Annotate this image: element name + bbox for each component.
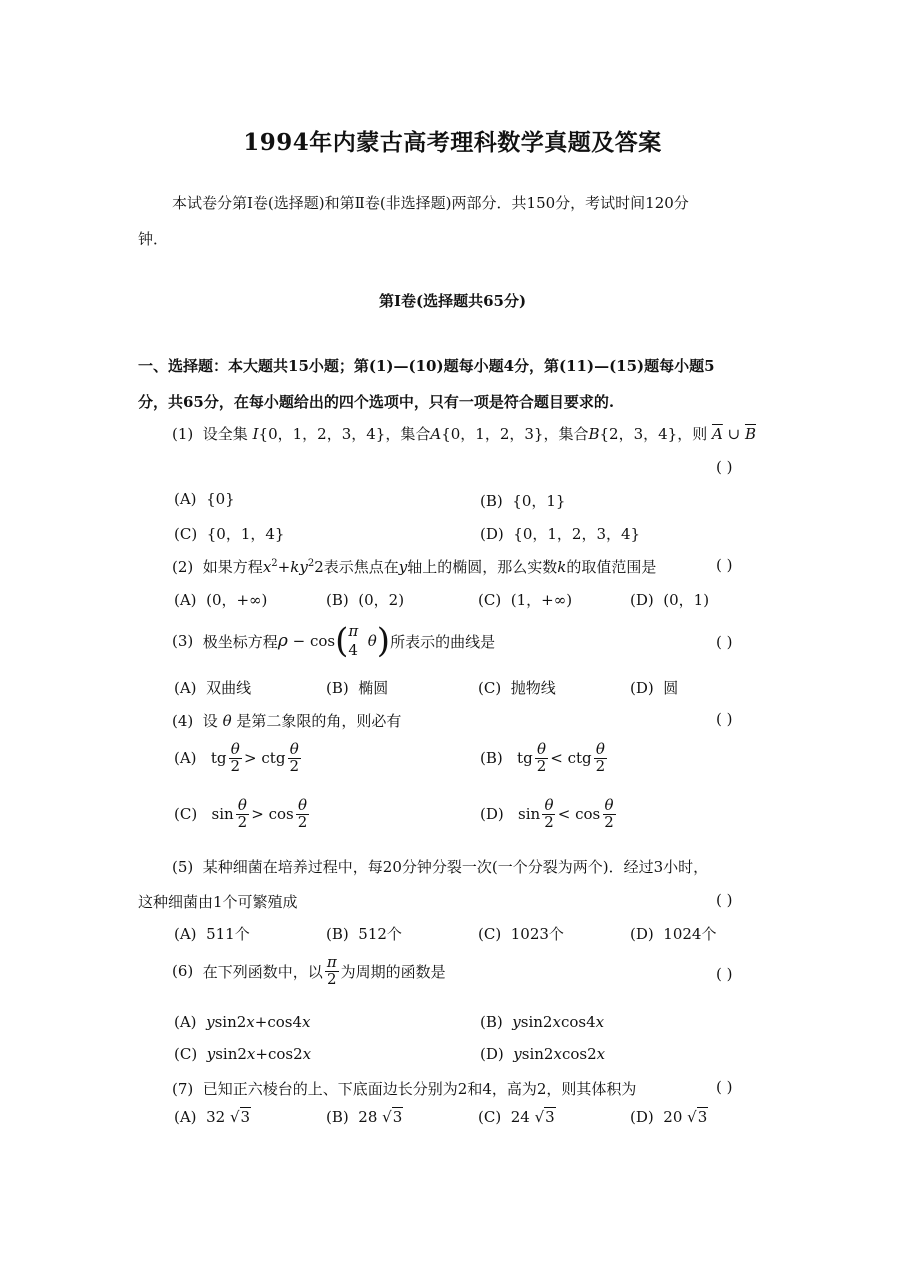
- option-c: (C) ysin2x+cos2x: [174, 1045, 312, 1063]
- answer-paren: ( ): [716, 633, 733, 651]
- option-d: (D) (0，1): [630, 591, 710, 609]
- question-number: (1): [172, 425, 194, 443]
- option-c: (C) (1，+∞): [478, 591, 573, 609]
- option-a: (A) 511个: [174, 925, 250, 943]
- option-a: (A) (0，+∞): [174, 591, 268, 609]
- question-2: (2) 如果方程$x^2+ky^22$表示焦点在y轴上的椭圆，那么实数k的取值范围是: [172, 558, 657, 576]
- option-c: (C) 24 √3: [478, 1108, 555, 1126]
- option-c: (C) {0，1，4}: [174, 525, 285, 543]
- option-d: (D) ysin2xcos2x: [480, 1045, 606, 1063]
- option-b: (B) (0，2): [326, 591, 405, 609]
- answer-paren: ( ): [716, 1078, 733, 1096]
- instructions-line-2: 分，共65分，在每小题给出的四个选项中，只有一项是符合题目要求的.: [138, 393, 615, 411]
- question-6: (6) 在下列函数中，以 $\frac{\pi}{2}$ 为周期的函数是: [172, 953, 446, 988]
- question-4: (4) 设 θ 是第二象限的角，则必有: [172, 712, 402, 730]
- option-a: (A) 32 √3: [174, 1108, 251, 1126]
- option-c: (C) 抛物线: [478, 679, 556, 697]
- option-b: (B) 28 √3: [326, 1108, 403, 1126]
- option-d: (D) 圆: [630, 679, 679, 697]
- complement-b: $\overline{B}$: [744, 425, 756, 443]
- option-b: (B) 椭圆: [326, 679, 389, 697]
- question-7: (7) 已知正六棱台的上、下底面边长分别为2和4，高为2，则其体积为: [172, 1080, 637, 1098]
- intro-line-2: 钟．: [138, 230, 169, 248]
- answer-paren: ( ): [716, 458, 733, 476]
- section-title: 第Ⅰ卷(选择题共65分): [378, 292, 527, 310]
- option-c: (C) 1023个: [478, 925, 564, 943]
- question-3: (3) 极坐标方程 ρ − cos ( π 4 θ ) 所表示的曲线是: [172, 621, 496, 661]
- answer-paren: ( ): [716, 965, 733, 983]
- option-a: (A) tg $\frac{\theta}{2}$ > ctg $\frac{\theta}{2}$: [174, 740, 299, 775]
- option-b: (B) {0，1}: [480, 492, 566, 510]
- option-d: (D) sin $\frac{\theta}{2}$ < cos $\frac{\theta}{2}$: [480, 796, 614, 831]
- intro-line-1: 本试卷分第Ⅰ卷(选择题)和第Ⅱ卷(非选择题)两部分．共150分，考试时间120分: [172, 194, 689, 212]
- page-title: 1994年内蒙古高考理科数学真题及答案: [243, 129, 662, 156]
- option-d: (D) 20 √3: [630, 1108, 708, 1126]
- complement-a: $\overline{A}$: [711, 425, 723, 443]
- answer-paren: ( ): [716, 556, 733, 574]
- answer-paren: ( ): [716, 891, 733, 909]
- option-b: (B) 512个: [326, 925, 402, 943]
- question-5-line-1: (5) 某种细菌在培养过程中，每20分钟分裂一次(一个分裂为两个)．经过3小时，: [172, 858, 709, 876]
- question-5-line-2: 这种细菌由1个可繁殖成: [138, 893, 298, 911]
- option-a: (A) ysin2x+cos4x: [174, 1013, 311, 1031]
- option-d: (D) {0，1，2，3，4}: [480, 525, 641, 543]
- option-b: (B) ysin2xcos4x: [480, 1013, 605, 1031]
- answer-paren: ( ): [716, 710, 733, 728]
- question-1: (1) 设全集 I{0，1，2，3，4}，集合A{0，1，2，3}，集合B{2，3，4}，则 $\overline{A}$ ∪ $\overline{B}$: [172, 425, 756, 443]
- option-a: (A) {0}: [174, 490, 235, 508]
- option-b: (B) tg $\frac{\theta}{2}$ < ctg $\frac{\theta}{2}$: [480, 740, 606, 775]
- option-d: (D) 1024个: [630, 925, 717, 943]
- option-c: (C) sin $\frac{\theta}{2}$ > cos $\frac{\theta}{2}$: [174, 796, 308, 831]
- option-a: (A) 双曲线: [174, 679, 252, 697]
- instructions-line-1: 一、选择题：本大题共15小题；第(1)—(10)题每小题4分，第(11)—(15)题每小题5: [138, 357, 715, 375]
